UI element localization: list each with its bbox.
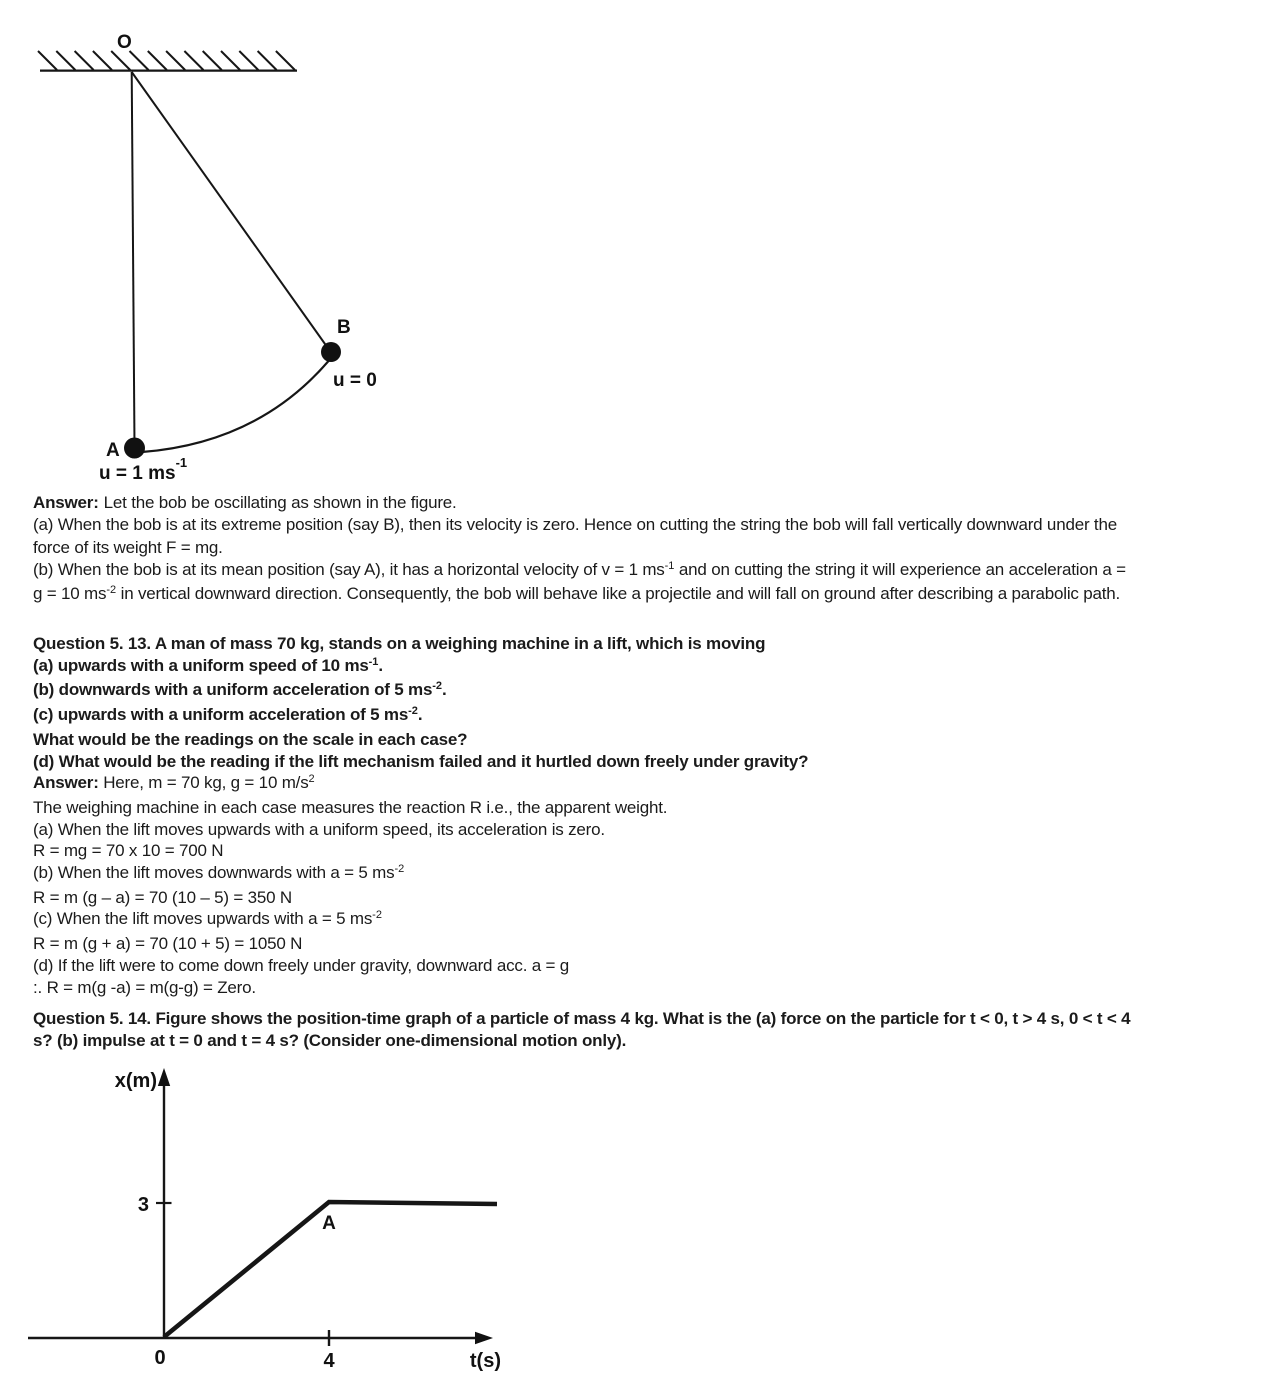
answer-513-line-7: (c) When the lift moves upwards with a = 5 $ms^{-2}$: [33, 909, 382, 929]
string-diagonal: [132, 72, 330, 351]
answer-513-line-3: (a) When the lift moves upwards with a uniform speed, its acceleration is zero.: [33, 819, 605, 839]
superscript: -2: [106, 584, 117, 597]
x-tick-label-4: 4: [323, 1350, 335, 1372]
superscript: 2: [308, 773, 315, 786]
answer-512-line-3: force of its weight F = mg.: [33, 537, 223, 557]
question-513-line-4: (c) upwards with a uniform acceleration of 5 $ms^{-2}$.: [33, 705, 423, 725]
point-a-label: A: [106, 440, 120, 461]
bob-a: [124, 438, 145, 459]
answer-label: Answer:: [33, 773, 99, 793]
position-time-graph: [0, 1060, 530, 1381]
superscript: -2: [372, 909, 382, 922]
answer-512-line-5: g = 10 $ms^{-2}$ in vertical downward direction. Consequently, the bob will behave like a projectile and will fall on ground after describing a parabolic path.: [33, 584, 1121, 604]
point-a-velocity: u = 1 $ms^{-1}$: [99, 455, 188, 484]
answer-513-line-2: The weighing machine in each case measures the reaction R i.e., the apparent weight.: [33, 797, 668, 817]
question-513-line-1: Question 5. 13. A man of mass 70 kg, stands on a weighing machine in a lift, which is moving: [33, 634, 766, 653]
y-tick-label-3: 3: [137, 1194, 149, 1216]
answer-513-line-4: R = mg = 70 x 10 = 700 N: [33, 841, 224, 861]
question-513-line-2: (a) upwards with a uniform speed of 10 $ms^{-1}$.: [33, 655, 383, 675]
superscript: -2: [408, 705, 418, 718]
answer-512-line-4: (b) When the bob is at its mean position (say A), it has a horizontal velocity of v = 1 $ms^{-1}$ and on cutting the string it will experience an acceleration a =: [33, 559, 1126, 579]
superscript: -2: [394, 863, 405, 876]
question-514-block: [33, 1008, 1130, 1051]
y-axis-label: x(m): [114, 1070, 157, 1092]
answer-513-line-9: (d) If the lift were to come down freely under gravity, downward acc. a = g: [33, 955, 570, 975]
superscript: -1: [368, 655, 379, 668]
question-514-line-2: s? (b) impulse at t = 0 and t = 4 s? (Consider one-dimensional motion only).: [33, 1030, 627, 1050]
origin-label: 0: [154, 1347, 166, 1369]
question-514-line-1: Question 5. 14. Figure shows the position-time graph of a particle of mass 4 kg. What is the (a) force on the particle for t < 0, t > 4 s, 0 < t < 4: [33, 1009, 1131, 1028]
question-513-line-3: (b) downwards with a uniform acceleration of 5 $ms^{-2}$.: [33, 680, 447, 700]
point-b-label: B: [337, 317, 351, 338]
answer-513-line-10: :. R = m(g -a) = m(g-g) = Zero.: [33, 977, 256, 997]
answer-512-line-2: (a) When the bob is at its extreme position (say B), then its velocity is zero. Hence on cutting the string the bob will fall vertically downward under the: [33, 515, 1117, 535]
ceiling-hatching: [38, 51, 295, 70]
answer-513-line-5: (b) When the lift moves downwards with a = 5 $ms^{-2}$: [33, 863, 405, 883]
answer-512-line-1: Answer: Let the bob be oscillating as shown in the figure.: [33, 493, 457, 512]
question-513-line-5: What would be the readings on the scale in each case?: [33, 729, 468, 749]
bob-b: [321, 342, 341, 362]
superscript: -1: [175, 455, 188, 470]
question-513-block: [33, 633, 808, 998]
superscript: -2: [432, 680, 442, 693]
bend-point-label: A: [322, 1213, 336, 1234]
answer-512-block: [33, 492, 1126, 607]
answer-513-line-6: R = m (g – a) = 70 (10 – 5) = 350 N: [33, 887, 292, 907]
question-513-line-6: (d) What would be the reading if the lift mechanism failed and it hurtled down freely under gravity?: [33, 751, 809, 771]
swing-arc: [142, 361, 329, 452]
answer-513-line-8: R = m (g + a) = 70 (10 + 5) = 1050 N: [33, 934, 303, 954]
string-vertical: [132, 72, 135, 446]
x-axis-arrow: [475, 1332, 493, 1344]
point-b-velocity: u = 0: [333, 370, 377, 391]
superscript: -1: [664, 559, 675, 572]
pivot-label: O: [117, 32, 132, 53]
answer-513-line-1: Answer: Here, m = 70 kg, g = 10 $m/s^2$: [33, 773, 315, 793]
pendulum-figure: [0, 0, 520, 500]
y-axis-arrow: [158, 1068, 170, 1086]
x-axis-label: t(s): [469, 1350, 501, 1372]
answer-label: Answer:: [33, 493, 99, 512]
